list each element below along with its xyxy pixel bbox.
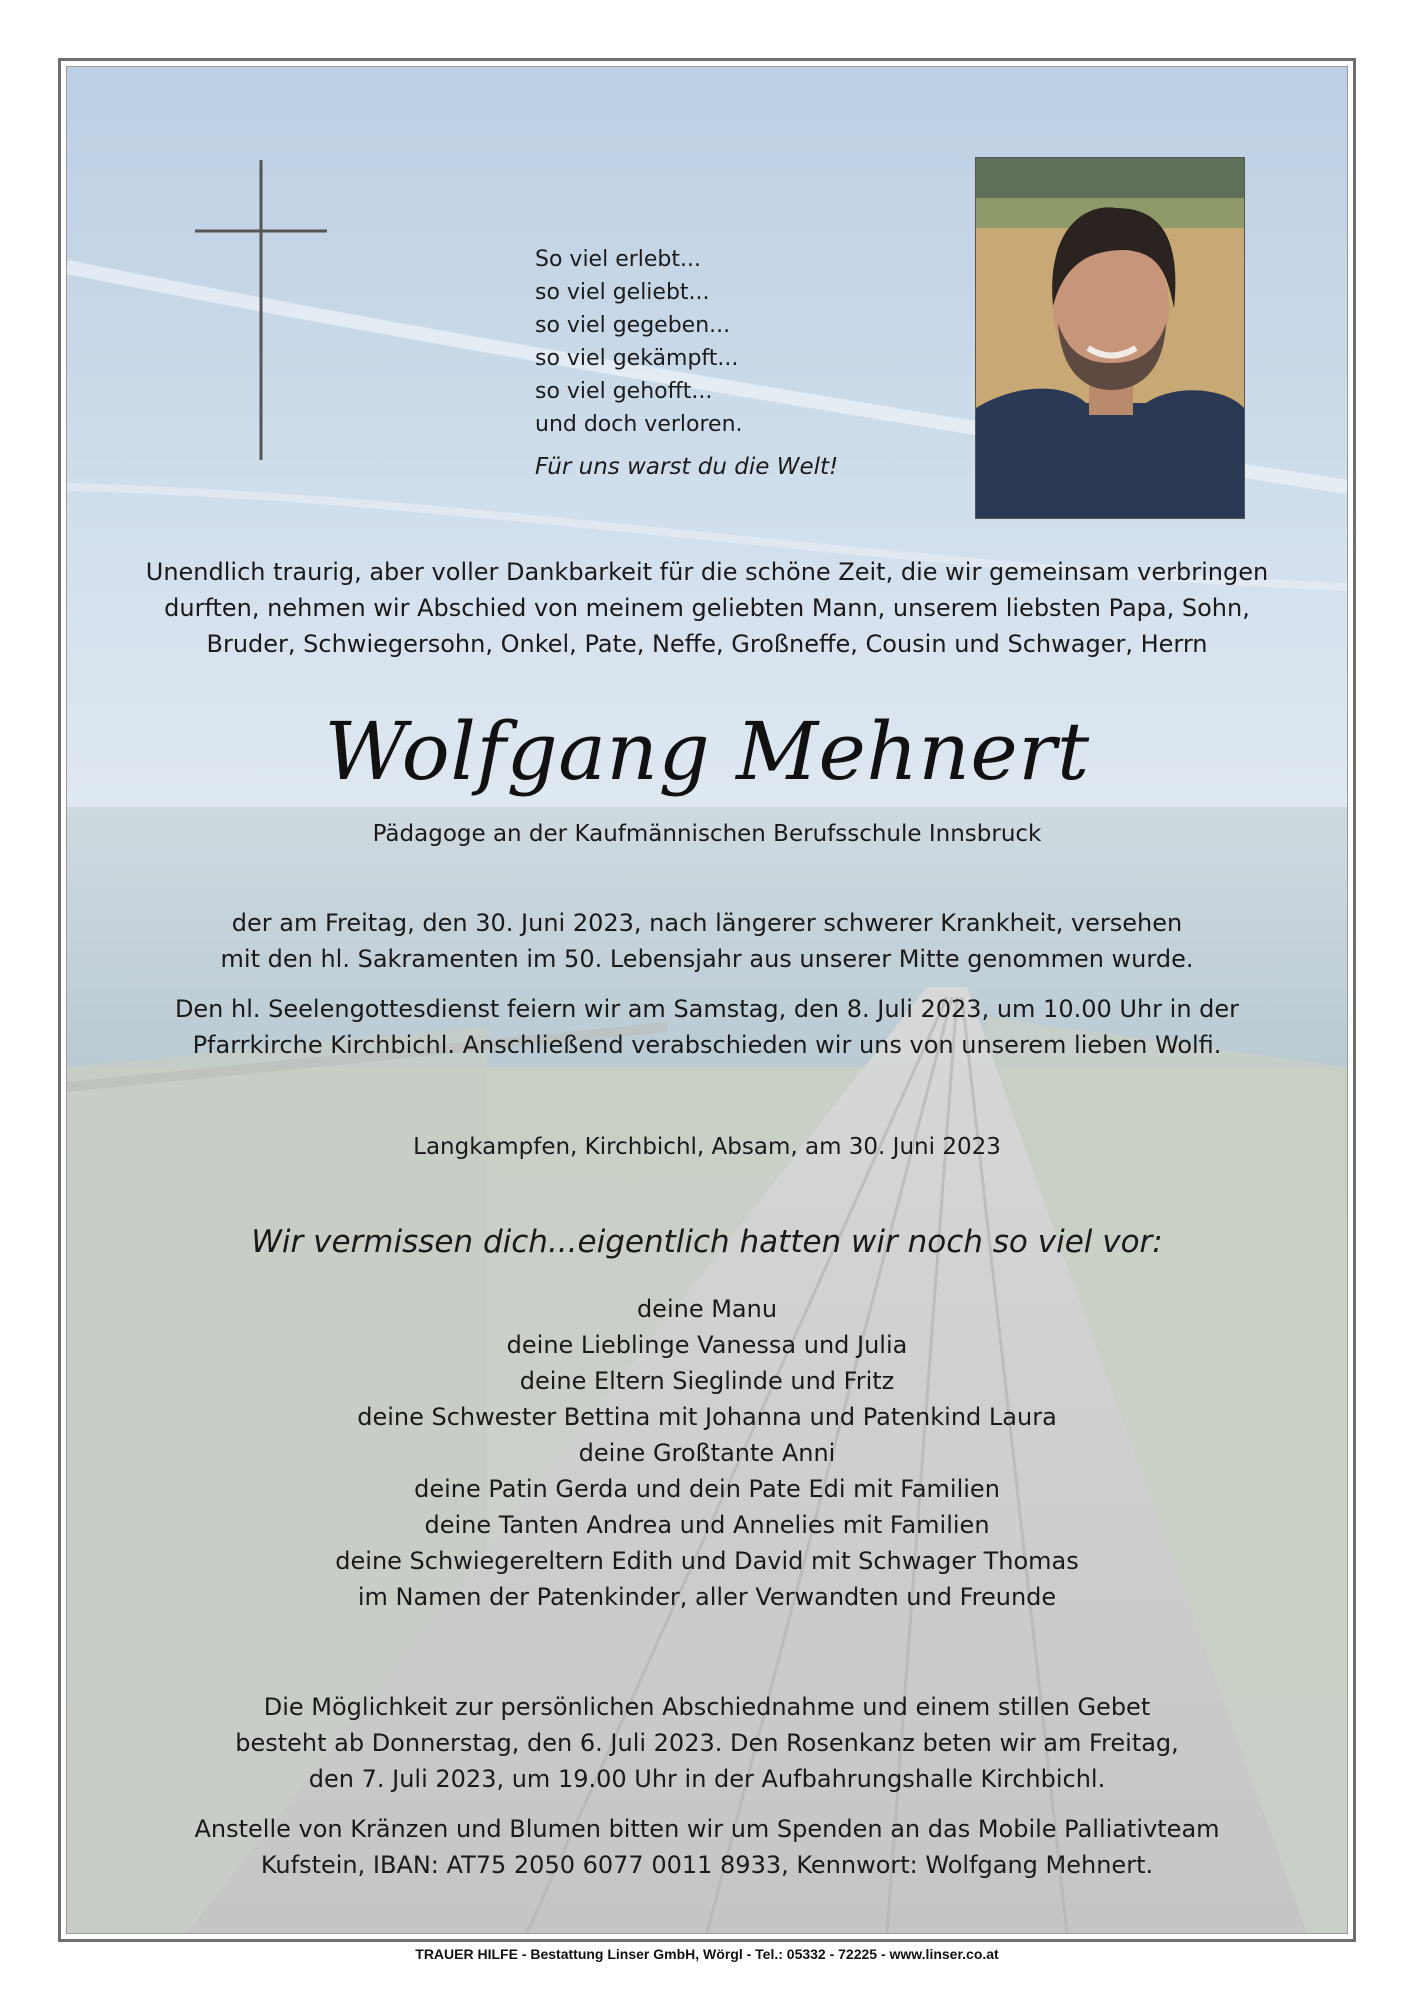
notice-frame xyxy=(58,58,1356,1942)
poem-line: so viel gegeben... xyxy=(535,313,731,338)
mourner-item: deine Manu xyxy=(636,1295,778,1323)
poem-line: so viel gekämpft... xyxy=(535,346,739,371)
mourner-item: deine Großtante Anni xyxy=(578,1439,836,1467)
intro-line: Bruder, Schwiegersohn, Onkel, Pate, Neffe, Großneffe, Cousin und Schwager, Herrn xyxy=(206,630,1208,658)
mourner-item: im Namen der Patenkinder, aller Verwandten und Freunde xyxy=(357,1583,1057,1611)
donation-line: Anstelle von Kränzen und Blumen bitten wir um Spenden an das Mobile Palliativteam xyxy=(194,1815,1220,1843)
donation-line: Kufstein, IBAN: AT75 2050 6077 0011 8933, Kennwort: Wolfgang Mehnert. xyxy=(260,1851,1154,1879)
mourner-item: deine Patin Gerda und dein Pate Edi mit Familien xyxy=(414,1475,1000,1503)
cross-icon xyxy=(195,160,327,460)
poem-line: So viel erlebt... xyxy=(535,247,701,272)
death-notice xyxy=(67,905,1347,977)
service-line: Pfarrkirche Kirchbichl. Anschließend verabschieden wir uns von unserem lieben Wolfi. xyxy=(192,1031,1222,1059)
service-info xyxy=(67,991,1347,1063)
mourner-item: deine Eltern Sieglinde und Fritz xyxy=(519,1367,895,1395)
death-notice-line: der am Freitag, den 30. Juni 2023, nach längerer schwerer Krankheit, versehen xyxy=(231,909,1183,937)
deceased-name: Wolfgang Mehnert xyxy=(324,705,1090,798)
viewing-info xyxy=(67,1689,1347,1797)
mourners-list xyxy=(67,1291,1347,1615)
viewing-line: Die Möglichkeit zur persönlichen Abschiednahme und einem stillen Gebet xyxy=(263,1693,1151,1721)
motto: Wir vermissen dich...eigentlich hatten wir noch so viel vor: xyxy=(251,1224,1163,1260)
mourner-item: deine Lieblinge Vanessa und Julia xyxy=(506,1331,908,1359)
notice-content xyxy=(67,67,1347,1933)
portrait-photo xyxy=(975,157,1245,519)
donation-info xyxy=(67,1811,1347,1883)
notice-panel xyxy=(66,66,1348,1934)
service-line: Den hl. Seelengottesdienst feiern wir am Samstag, den 8. Juli 2023, um 10.00 Uhr in der xyxy=(174,995,1240,1023)
deceased-profession: Pädagoge an der Kaufmännischen Berufsschule Innsbruck xyxy=(372,821,1042,847)
death-notice-line: mit den hl. Sakramenten im 50. Lebensjahr aus unserer Mitte genommen wurde. xyxy=(220,945,1194,973)
funeral-home-footer: TRAUER HILFE - Bestattung Linser GmbH, Wörgl - Tel.: 05332 - 72225 - www.linser.co.at xyxy=(415,1946,999,1962)
intro-line: Unendlich traurig, aber voller Dankbarkeit für die schöne Zeit, die wir gemeinsam verbringen xyxy=(145,558,1269,586)
intro-text xyxy=(67,554,1347,662)
poem-line: so viel geliebt... xyxy=(535,280,710,305)
poem-line: so viel gehofft... xyxy=(535,379,713,404)
poem-line: und doch verloren. xyxy=(535,412,743,437)
viewing-line: besteht ab Donnerstag, den 6. Juli 2023. Den Rosenkanz beten wir am Freitag, xyxy=(235,1729,1179,1757)
poem xyxy=(535,243,838,484)
mourner-item: deine Schwester Bettina mit Johanna und Patenkind Laura xyxy=(357,1403,1057,1431)
place-date: Langkampfen, Kirchbichl, Absam, am 30. Juni 2023 xyxy=(413,1134,1001,1160)
viewing-line: den 7. Juli 2023, um 19.00 Uhr in der Aufbahrungshalle Kirchbichl. xyxy=(308,1765,1106,1793)
poem-closing: Für uns warst du die Welt! xyxy=(535,454,839,480)
mourner-item: deine Schwiegereltern Edith und David mit Schwager Thomas xyxy=(335,1547,1079,1575)
mourner-item: deine Tanten Andrea und Annelies mit Familien xyxy=(424,1511,990,1539)
intro-line: durften, nehmen wir Abschied von meinem geliebten Mann, unserem liebsten Papa, Sohn, xyxy=(164,594,1250,622)
